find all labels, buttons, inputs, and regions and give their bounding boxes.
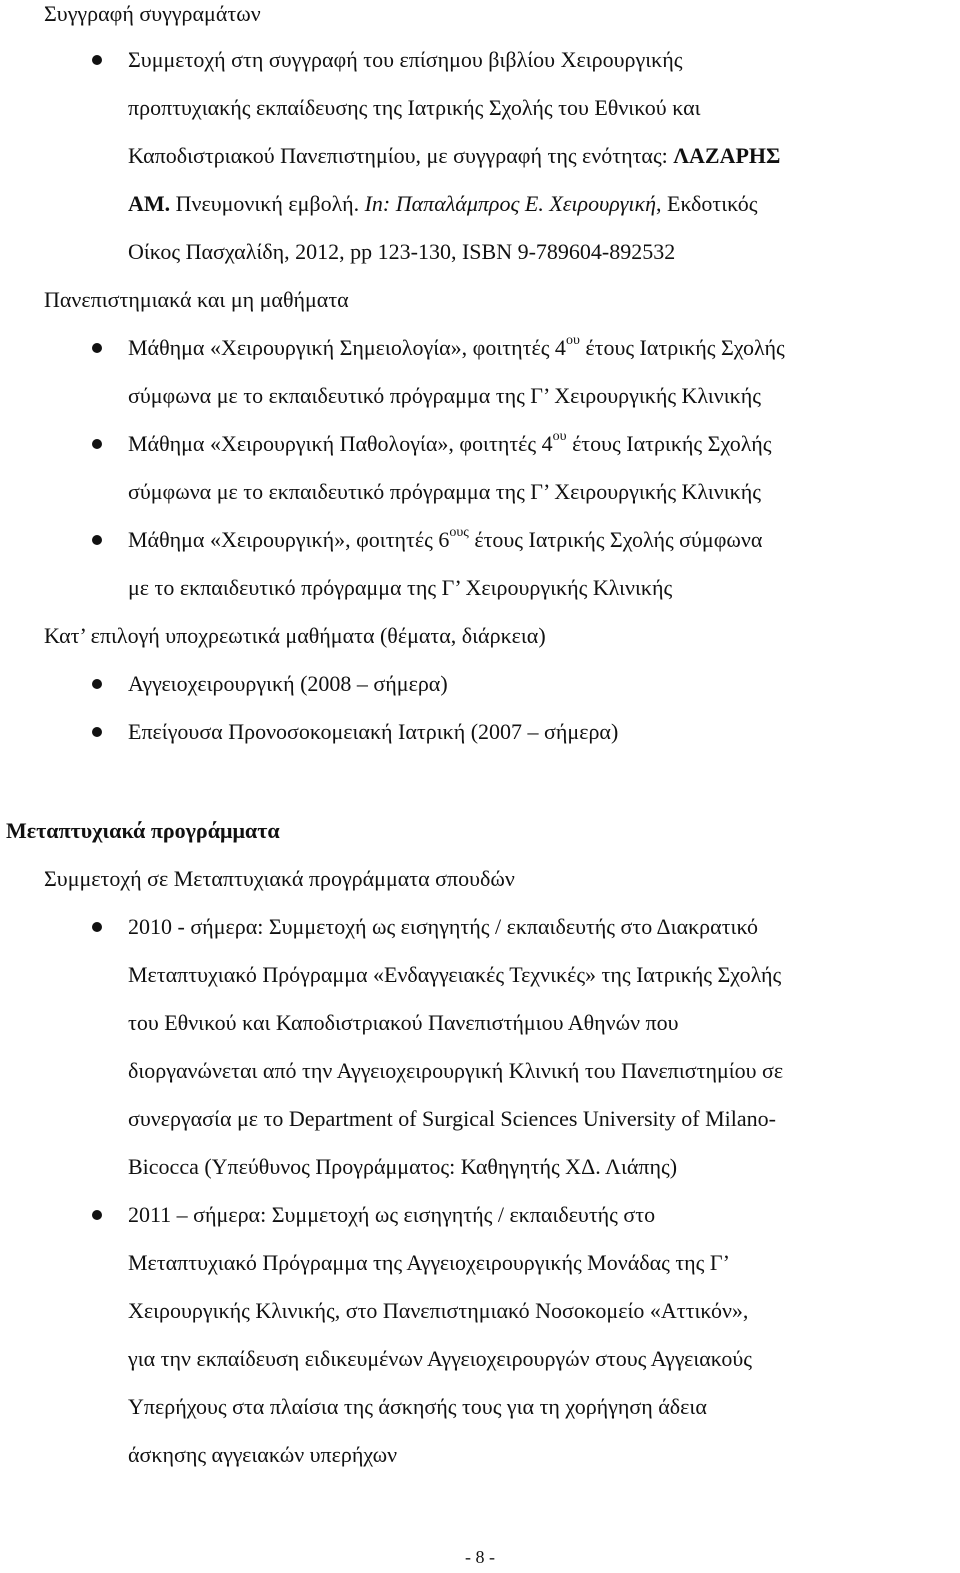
postgrad-2-line-5: Υπερήχους στα πλαίσια της άσκησής τους για τη χορήγηση άδεια — [128, 1394, 707, 1419]
authorship-chapter-title: Πνευμονική εμβολή. — [170, 191, 365, 216]
authorship-book-reference: In: Παπαλάμπρος Ε. Χειρουργική — [364, 191, 657, 216]
course-1-line-2: σύμφωνα με το εκπαιδευτικό πρόγραμμα της Γ’ Χειρουργικής Κλινικής — [128, 383, 761, 408]
course-2-line-2: σύμφωνα με το εκπαιδευτικό πρόγραμμα της Γ’ Χειρουργικής Κλινικής — [128, 479, 761, 504]
section-heading-postgraduate: Συμμετοχή σε Μεταπτυχιακά προγράμματα σπουδών — [44, 866, 515, 891]
ordinal-suffix: ου — [565, 332, 580, 348]
elective-item-1: Αγγειοχειρουργική (2008 – σήμερα) — [128, 671, 448, 696]
course-3-line-1 — [128, 526, 762, 554]
postgrad-2-line-2: Μεταπτυχιακό Πρόγραμμα της Αγγειοχειρουργικής Μονάδας της Γ’ — [128, 1250, 730, 1275]
authorship-item-line-4 — [128, 190, 758, 218]
authorship-item-line-3 — [128, 142, 780, 170]
course-1-audience: έτους Ιατρικής Σχολής — [579, 335, 785, 360]
course-1-title: Μάθημα «Χειρουργική Σημειολογία», φοιτητές 4 — [128, 335, 566, 360]
bullet-icon — [92, 343, 102, 353]
postgrad-1-line-4: διοργανώνεται από την Αγγειοχειρουργική Κλινική του Πανεπιστημίου σε — [128, 1058, 784, 1083]
postgrad-2-line-6: άσκησης αγγειακών υπερήχων — [128, 1442, 398, 1467]
bullet-icon — [92, 922, 102, 932]
section-heading-authorship: Συγγραφή συγγραμάτων — [44, 1, 261, 26]
section-heading-elective-courses: Κατ’ επιλογή υποχρεωτικά μαθήματα (θέματα, διάρκεια) — [44, 623, 546, 648]
postgrad-1-line-6: Bicocca (Υπεύθυνος Προγράμματος: Καθηγητής ΧΔ. Λιάπης) — [128, 1154, 678, 1179]
course-2-line-1 — [128, 430, 771, 458]
elective-item-2: Επείγουσα Προνοσοκομειακή Ιατρική (2007 – σήμερα) — [128, 719, 619, 744]
postgrad-1-line-2: Μεταπτυχιακό Πρόγραμμα «Ενδαγγειακές Τεχνικές» της Ιατρικής Σχολής — [128, 962, 782, 987]
bullet-icon — [92, 439, 102, 449]
course-2-audience: έτους Ιατρικής Σχολής — [566, 431, 772, 456]
bullet-icon — [92, 535, 102, 545]
course-3-line-2: με το εκπαιδευτικό πρόγραμμα της Γ’ Χειρουργικής Κλινικής — [128, 575, 673, 600]
bullet-icon — [92, 727, 102, 737]
authorship-item-line-2: προπτυχιακής εκπαίδευσης της Ιατρικής Σχολής του Εθνικού και — [128, 95, 701, 120]
postgrad-2-line-4: για την εκπαίδευση ειδικευμένων Αγγειοχειρουργών στους Αγγειακούς — [128, 1346, 752, 1371]
course-1-line-1 — [128, 334, 785, 362]
authorship-author-name: ΛΑΖΑΡΗΣ — [673, 143, 781, 168]
postgrad-1-line-3: του Εθνικού και Καποδιστριακού Πανεπιστήμιου Αθηνών που — [128, 1010, 679, 1035]
bullet-icon — [92, 1210, 102, 1220]
course-3-title: Μάθημα «Χειρουργική», φοιτητές 6 — [128, 527, 450, 552]
ordinal-suffix: ου — [552, 428, 567, 444]
postgrad-2-line-3: Χειρουργικής Κλινικής, στο Πανεπιστημιακό Νοσοκομείο «Αττικόν», — [128, 1298, 749, 1323]
bullet-icon — [92, 679, 102, 689]
authorship-item-line-3-text: Καποδιστριακού Πανεπιστημίου, με συγγραφή της ενότητας: — [128, 143, 674, 168]
section-title-postgraduate: Μεταπτυχιακά προγράμματα — [6, 818, 280, 843]
authorship-author-initials: ΑΜ. — [128, 191, 171, 216]
bullet-icon — [92, 55, 102, 65]
ordinal-suffix: ους — [449, 524, 469, 540]
course-3-audience: έτους Ιατρικής Σχολής σύμφωνα — [468, 527, 763, 552]
authorship-publisher-start: , Εκδοτικός — [656, 191, 758, 216]
postgrad-2-line-1: 2011 – σήμερα: Συμμετοχή ως εισηγητής / εκπαιδευτής στο — [128, 1202, 656, 1227]
authorship-item-line-5: Οίκος Πασχαλίδη, 2012, pp 123-130, ISBN 9-789604-892532 — [128, 239, 676, 264]
authorship-item-line-1: Συμμετοχή στη συγγραφή του επίσημου βιβλίου Χειρουργικής — [128, 47, 683, 72]
page-number: - 8 - — [465, 1547, 495, 1567]
postgrad-1-line-5: συνεργασία με το Department of Surgical Sciences University of Milano- — [128, 1106, 776, 1131]
course-2-title: Μάθημα «Χειρουργική Παθολογία», φοιτητές 4 — [128, 431, 553, 456]
postgrad-1-line-1: 2010 - σήμερα: Συμμετοχή ως εισηγητής / εκπαιδευτής στο Διακρατικό — [128, 914, 759, 939]
section-heading-courses: Πανεπιστημιακά και μη μαθήματα — [44, 287, 349, 312]
